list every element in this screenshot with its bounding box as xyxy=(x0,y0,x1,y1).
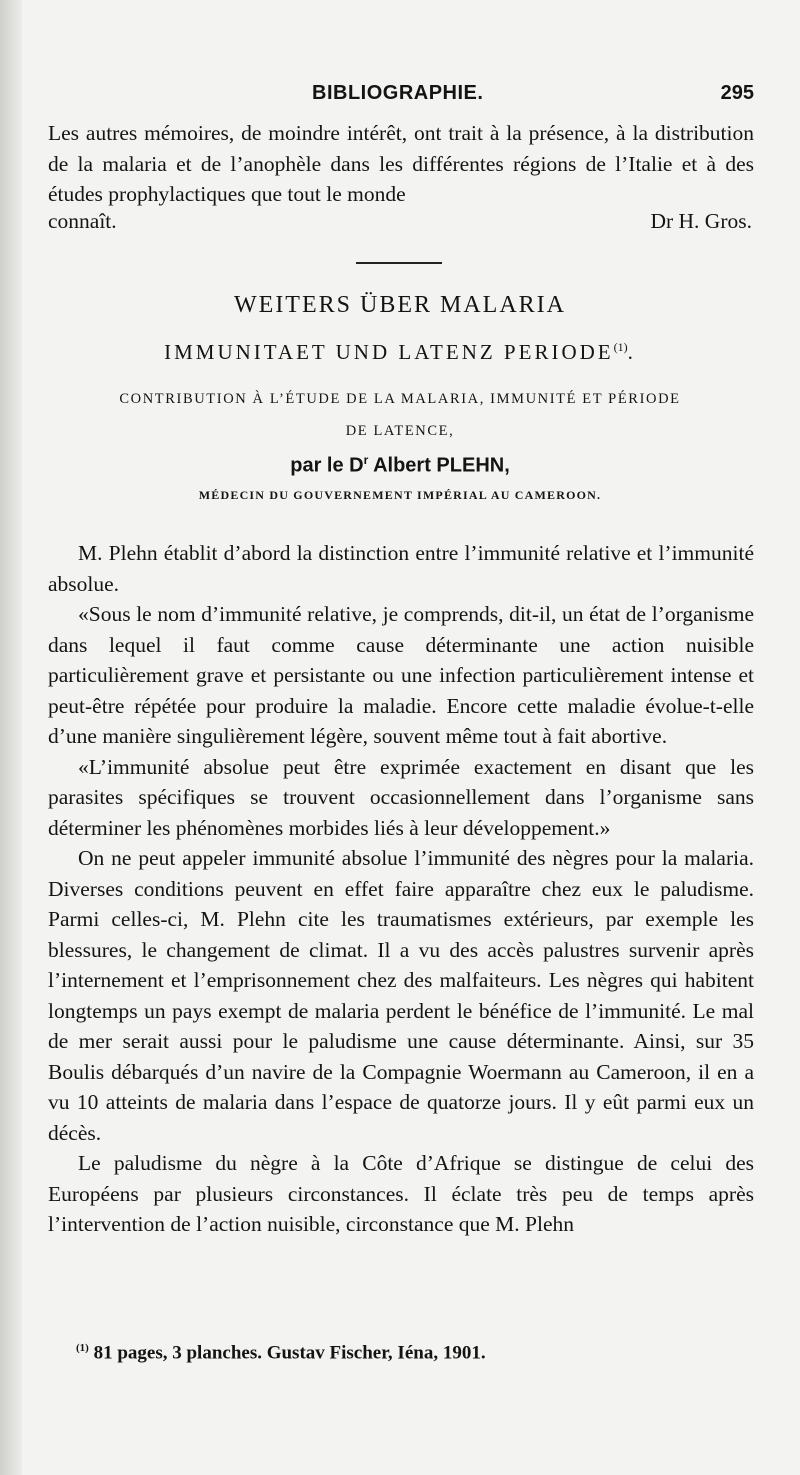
author-name: Albert PLEHN, xyxy=(368,454,510,477)
body-paragraph: On ne peut appeler immunité absolue l’immunité des nègres pour la malaria. Diverses conditions peuvent en effet faire apparaître chez eux le paludisme. Parmi celles-ci, M. Plehn cite les traumatismes extérieurs, par exemple les blessures, le changement de climat. Il a vu des accès palustres survenir après l’internement et l’emprisonnement chez des malfaiteurs. Les nègres qui habitent longtemps un pays exempt de malaria perdent le bénéfice de l’immunité. Le mal de mer serait aussi pour le paludisme une cause déterminante. Ainsi, sur 35 Boulis débarqués d’un navire de la Compagnie Woermann au Cameroon, il en a vu 10 atteints de malaria dans l’espace de quatorze jours. Il y eût parmi eux un décès. xyxy=(48,846,754,1145)
footnote-marker: (1) xyxy=(76,1342,89,1354)
article-title: WEITERS ÜBER MALARIA xyxy=(234,292,566,318)
body-paragraph: «Sous le nom d’immunité relative, je comprends, dit-il, un état de l’organisme dans lequel il faut comme cause déterminante une action nuisible particulièrement grave et persistante ou une infection particulièrement intense et peut-être répétée pour produire la maladie. Encore cette maladie évolue-t-elle d’une manière singulièrement légère, souvent même tout à fait abortive. xyxy=(48,602,754,748)
body-paragraph: Le paludisme du nègre à la Côte d’Afrique se distingue de celui des Européens par plusieurs circonstances. Il éclate très peu de temps après l’intervention de l’action nuisible, circonstance que M. Plehn xyxy=(48,1151,754,1236)
article-subtitle-line1: CONTRIBUTION À L’ÉTUDE DE LA MALARIA, IMMUNITÉ ET PÉRIODE xyxy=(119,391,681,407)
article-title-line2: IMMUNITAET UND LATENZ PERIODE$^{(1)}$. xyxy=(164,340,636,364)
review-signature: Dr H. Gros. xyxy=(650,209,752,233)
author-title-sup: r xyxy=(363,453,369,467)
article-subtitle xyxy=(0,383,800,447)
footnote xyxy=(76,1342,756,1364)
page-gutter-shadow xyxy=(0,0,22,1475)
running-header xyxy=(76,82,754,112)
article-author xyxy=(0,453,800,478)
article-subtitle-line2: DE LATENCE, xyxy=(345,423,455,439)
article-body xyxy=(48,538,754,1240)
section-divider xyxy=(356,262,442,264)
page-number: 295 xyxy=(720,82,754,104)
title-footnote-marker: (1) xyxy=(613,340,628,354)
body-paragraph: «L’immunité absolue peut être exprimée exactement en disant que les parasites spécifiques se trouvent occasionnellement dans l’organisme sans déterminer les phénomènes morbides liés à leur développement.» xyxy=(48,754,754,840)
lead-paragraph-end: connaît. xyxy=(48,209,117,233)
lead-paragraph xyxy=(48,118,754,210)
lead-paragraph-text: Les autres mémoires, de moindre intérêt, ont trait à la présence, à la distribution de la malaria et de l’anophèle dans les différentes régions de l’Italie et à des études prophylactiques que tout le monde xyxy=(48,121,754,206)
article-title-line2-text: IMMUNITAET UND LATENZ PERIODE xyxy=(164,340,614,364)
author-prefix: par le D xyxy=(290,454,364,477)
footnote-text: 81 pages, 3 planches. Gustav Fischer, Iéna, 1901. xyxy=(88,1342,486,1364)
body-paragraph: M. Plehn établit d’abord la distinction entre l’immunité relative et l’immunité absolue. xyxy=(48,541,754,596)
author-role: MÉDECIN DU GOUVERNEMENT IMPÉRIAL AU CAMEROON. xyxy=(198,488,602,502)
header-title: BIBLIOGRAPHIE. xyxy=(312,82,484,104)
